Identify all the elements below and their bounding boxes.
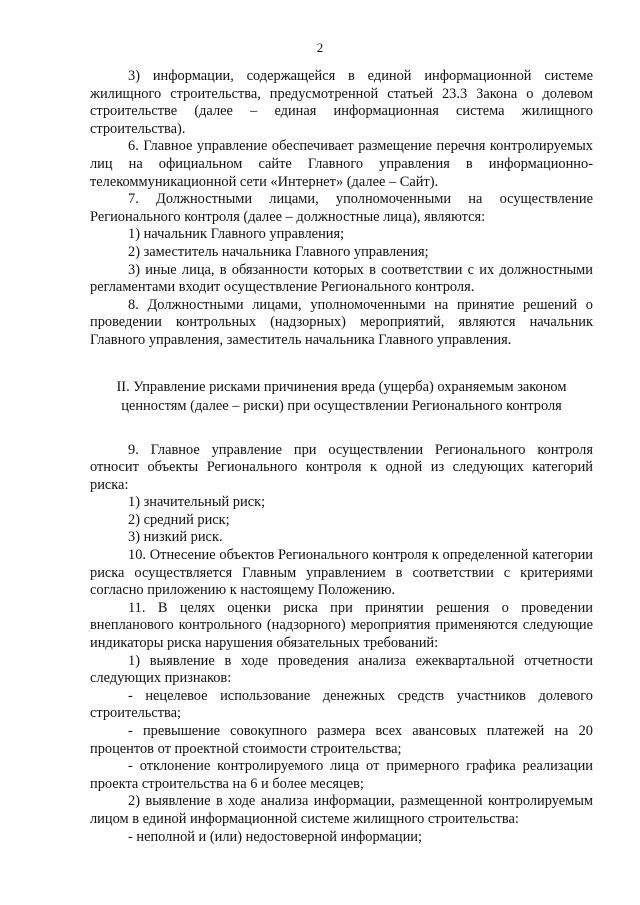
document-body [90, 68, 593, 846]
paragraph: 3) информации, содержащейся в единой информационной системе жилищного строительства, предусмотренной статьей 23.3 Закона о долевом строительстве (далее – единая информационная система жилищного строительства). [90, 68, 593, 137]
paragraph: 7. Должностными лицами, уполномоченными на осуществление Регионального контроля (далее – должностные лица), являются: [90, 191, 593, 225]
paragraph: 6. Главное управление обеспечивает размещение перечня контролируемых лиц на официальном сайте Главного управления в информационно-телекоммуникационной сети «Интернет» (далее – Сайт). [90, 138, 593, 190]
section-heading [90, 378, 593, 416]
list-item: - нецелевое использование денежных средств участников долевого строительства; [90, 687, 593, 722]
section-heading-line: ценностям (далее – риски) при осуществлении Регионального контроля [121, 397, 562, 414]
list-item: 3) иные лица, в обязанности которых в соответствии с их должностными регламентами входит осуществление Регионального контроля. [90, 261, 593, 296]
list-item: 1) значительный риск; [128, 494, 266, 511]
paragraph: 9. Главное управление при осуществлении Регионального контроля относит объекты Регионального контроля к одной из следующих категорий риска: [90, 441, 593, 493]
section-heading-line: II. Управление рисками причинения вреда (ущерба) охраняемым законом [116, 378, 567, 395]
paragraph: 10. Отнесение объектов Регионального контроля к определенной категории риска осуществляется Главным управлением в соответствии с критериями согласно приложению к настоящему Положению. [90, 547, 593, 599]
list-item: - отклонение контролируемого лица от примерного графика реализации проекта строительства на 6 и более месяцев; [90, 758, 593, 792]
list-item: 2) заместитель начальника Главного управления; [128, 243, 429, 260]
list-item: - превышение совокупного размера всех авансовых платежей на 20 процентов от проектной стоимости строительства; [90, 723, 593, 757]
paragraph: 2) выявление в ходе анализа информации, размещенной контролируемым лицом в единой информационной системе жилищного строительства: [90, 793, 593, 827]
paragraph: 1) выявление в ходе проведения анализа ежеквартальной отчетности следующих признаков: [90, 652, 593, 687]
paragraph: 11. В целях оценки риска при принятии решения о проведении внепланового контрольного (надзорного) мероприятия применяются следующие индикаторы риска нарушения обязательных требований: [90, 599, 593, 652]
page-number: 2 [316, 40, 324, 55]
list-item: 2) средний риск; [128, 511, 230, 528]
list-item: 1) начальник Главного управления; [128, 226, 345, 243]
list-item: 3) низкий риск. [128, 529, 223, 546]
paragraph: 8. Должностными лицами, уполномоченными на принятие решений о проведении контрольных (надзорных) мероприятий, являются начальник Главного управления, заместитель начальника Главного управления. [90, 296, 593, 348]
list-item: - неполной и (или) недостоверной информации; [128, 828, 422, 845]
